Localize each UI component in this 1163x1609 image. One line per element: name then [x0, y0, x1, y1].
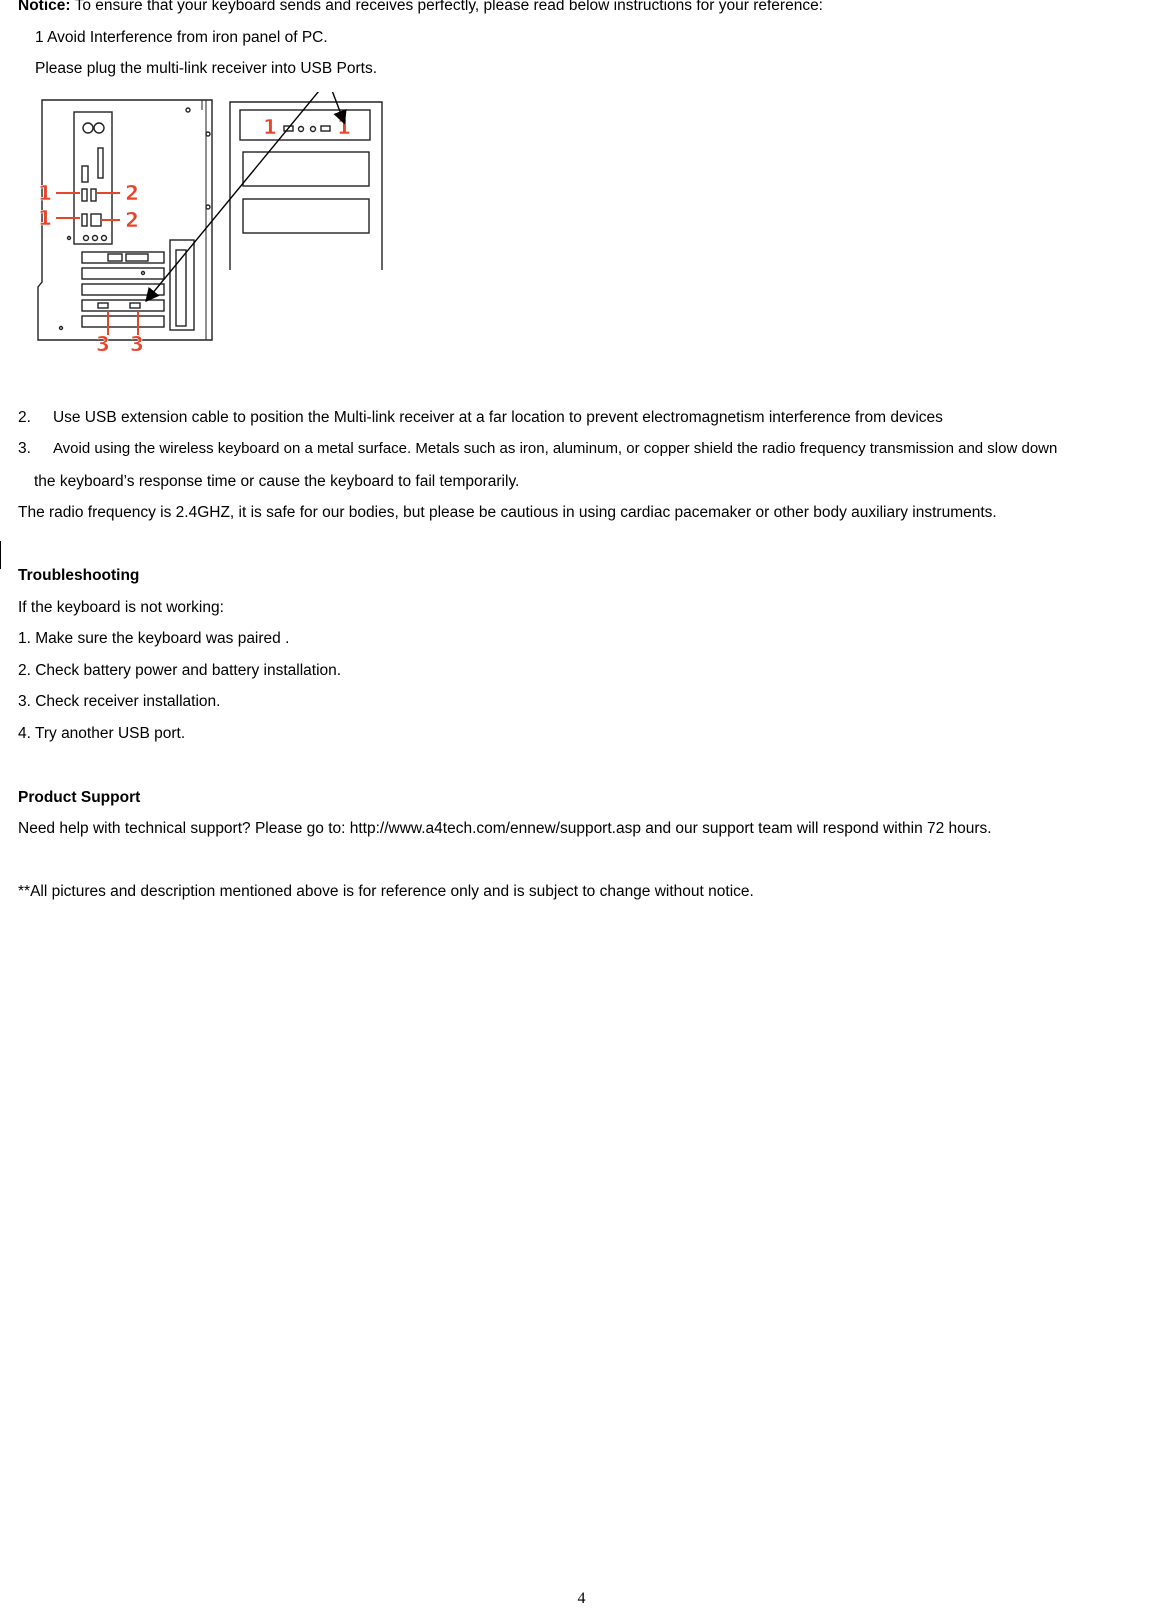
notice-paragraph	[18, 0, 823, 15]
troubleshooting-step: 4. Try another USB port.	[18, 725, 186, 742]
support-heading: Product Support	[18, 789, 141, 806]
notice-label: Notice:	[18, 0, 71, 14]
troubleshooting-heading: Troubleshooting	[18, 567, 140, 584]
callout-1c: 1	[263, 115, 277, 139]
callout-2a: 2	[125, 181, 139, 205]
callout-1d: 1	[337, 115, 351, 139]
troubleshooting-step: 1. Make sure the keyboard was paired .	[18, 630, 290, 647]
notice-item-1-detail: Please plug the multi-link receiver into USB Ports.	[35, 60, 378, 77]
instruction-item-3: 3. Avoid using the wireless keyboard on a metal surface. Metals such as iron, aluminum, or copper shield the radio frequency transmission and slow down	[18, 440, 1058, 457]
callout-1b: 1	[38, 206, 52, 230]
radio-frequency-note: The radio frequency is 2.4GHZ, it is safe for our bodies, but please be cautious in using cardiac pacemaker or other body auxiliary instruments.	[18, 504, 997, 521]
troubleshooting-step: 3. Check receiver installation.	[18, 693, 221, 710]
callout-2b: 2	[125, 208, 139, 232]
callout-1a: 1	[38, 181, 52, 205]
instruction-item-2: 2. Use USB extension cable to position the Multi-link receiver at a far location to prevent electromagnetism interference from devices	[18, 409, 943, 426]
margin-mark	[0, 541, 1, 569]
instruction-item-3-cont: the keyboard’s response time or cause the keyboard to fail temporarily.	[34, 473, 520, 490]
pc-usb-ports-illustration	[30, 92, 400, 370]
troubleshooting-intro: If the keyboard is not working:	[18, 599, 224, 616]
support-text: Need help with technical support? Please go to: http://www.a4tech.com/ennew/support.asp and our support team will respond within 72 hours.	[18, 820, 992, 837]
pc-front-panel	[230, 102, 382, 270]
callout-3b: 3	[130, 332, 144, 356]
disclaimer: **All pictures and description mentioned above is for reference only and is subject to change without notice.	[18, 883, 754, 900]
callout-3a: 3	[96, 332, 110, 356]
troubleshooting-step: 2. Check battery power and battery installation.	[18, 662, 342, 679]
notice-text: To ensure that your keyboard sends and receives perfectly, please read below instructions for your reference:	[70, 0, 823, 14]
page-number: 4	[577, 1590, 586, 1607]
notice-item-1: 1 Avoid Interference from iron panel of PC.	[35, 29, 328, 46]
